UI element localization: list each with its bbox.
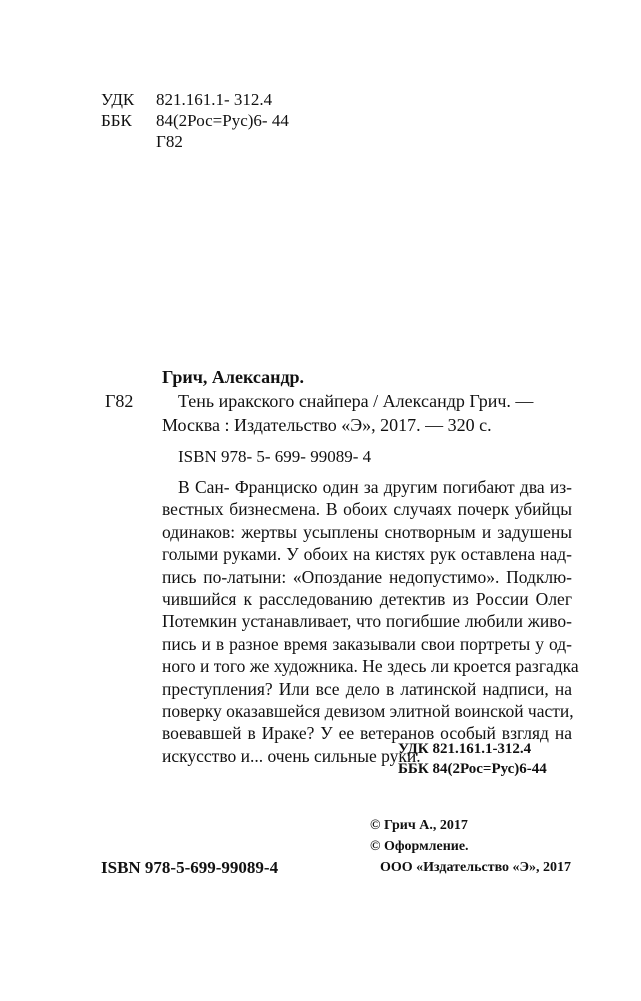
- annotation-line: вестных бизнесмена. В обоих случаях почерк убийцы: [162, 499, 572, 520]
- copyright-author: © Грич А., 2017: [370, 818, 468, 833]
- annotation-line: пись по-латыни: «Опоздание недопустимо». Подклю-: [162, 566, 572, 587]
- copyright-design: © Оформление.: [370, 839, 469, 854]
- annotation-line: Потемкин устанавливает, что погибшие любили живо-: [162, 611, 572, 632]
- footer-udk: УДК 821.161.1-312.4: [398, 741, 532, 757]
- isbn-top: ISBN 978- 5- 699- 99089- 4: [178, 447, 372, 466]
- isbn-bottom: ISBN 978-5-699-99089-4: [101, 858, 279, 877]
- annotation-line: пись и в разное время заказывали свои портреты у од-: [162, 633, 572, 654]
- copyright-block: [370, 815, 571, 878]
- publication-line: Москва : Издательство «Э», 2017. — 320 с.: [162, 415, 492, 435]
- bbk-label: ББК: [101, 111, 132, 130]
- author-heading: Грич, Александр.: [162, 367, 305, 387]
- udk-label: УДК: [101, 90, 135, 109]
- annotation-line: В Сан- Франциско один за другим погибают два из-: [178, 477, 572, 497]
- bbk-row: [101, 110, 289, 131]
- annotation-line: преступления? Или все дело в латинской надписи, на: [162, 678, 572, 699]
- author-mark: Г82: [156, 132, 183, 151]
- title-line: Тень иракского снайпера / Александр Грич. —: [178, 391, 534, 411]
- annotation-line: одинаков: жертвы усыплены снотворным и задушены: [162, 521, 572, 542]
- classification-codes: [101, 89, 289, 152]
- annotation-line: ного и того же художника. Не здесь ли кроется разгадка: [162, 656, 579, 677]
- annotation-line: голыми руками. У обоих на кистях рук оставлена над-: [162, 544, 572, 565]
- annotation-line: чившийся к расследованию детектив из России Олег: [162, 589, 572, 610]
- author-mark-row: [101, 131, 289, 152]
- udk-value: 821.161.1- 312.4: [156, 90, 273, 109]
- annotation-text: [162, 476, 579, 767]
- annotation-line: поверку оказавшейся девизом элитной воинской части,: [162, 701, 574, 722]
- author-mark-left: Г82: [105, 391, 134, 411]
- annotation-line: искусство и... очень сильные руки.: [162, 745, 421, 766]
- copyright-publisher: ООО «Издательство «Э», 2017: [380, 860, 572, 875]
- footer-bbk: ББК 84(2Рос=Рус)6-44: [398, 761, 547, 777]
- footer-classification: [398, 739, 547, 779]
- bbk-value: 84(2Рос=Рус)6- 44: [156, 111, 289, 130]
- annotation-line: воевавшей в Ираке? У ее ветеранов особый взгляд на: [162, 723, 572, 744]
- udk-row: [101, 89, 289, 110]
